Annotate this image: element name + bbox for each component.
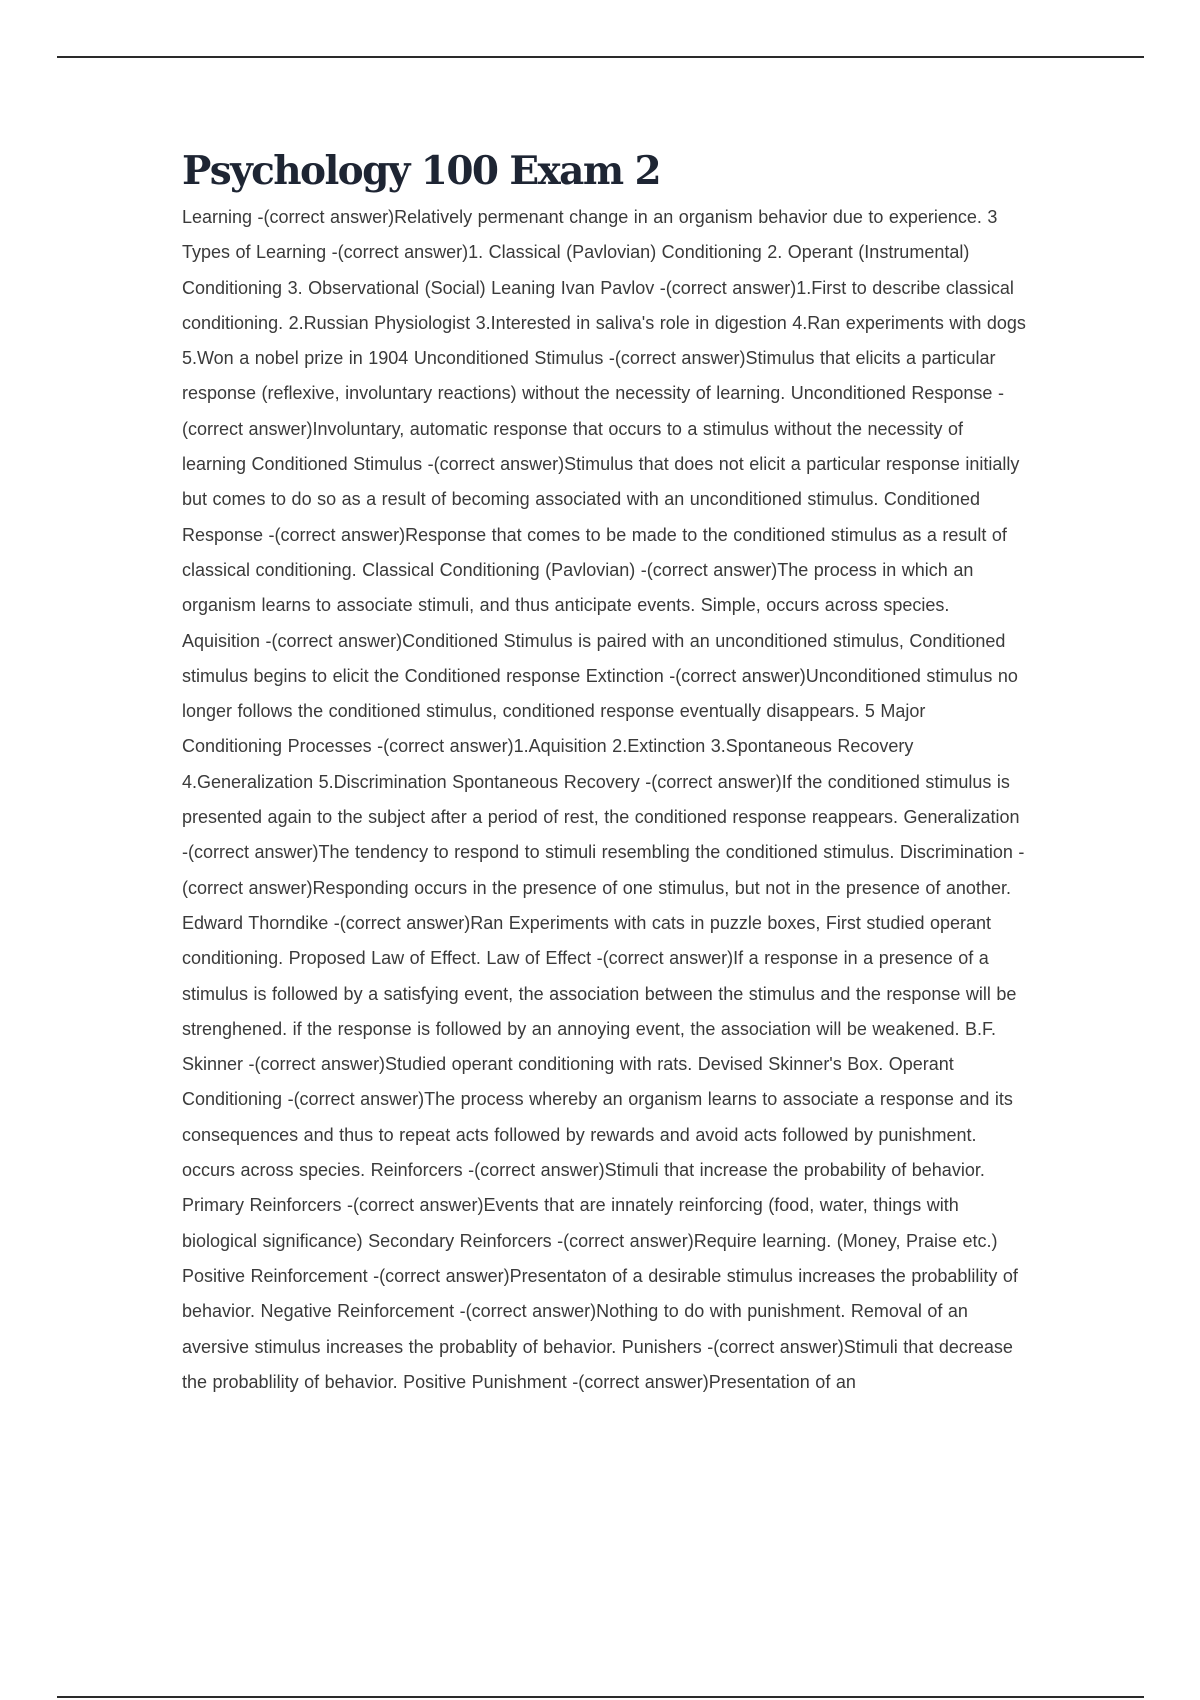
footer-rule	[57, 1696, 1144, 1698]
document-title: Psychology 100 Exam 2	[182, 148, 661, 194]
document-body: Learning -(correct answer)Relatively permenant change in an organism behavior due to experience. 3 Types of Learning -(correct answer)1. Classical (Pavlovian) Conditioning 2. Operant (Instrumental) Conditioning 3. Observational (Social) Leaning Ivan Pavlov -(correct answer)1.First to describe classical conditioning. 2.Russian Physiologist 3.Interested in saliva's role in digestion 4.Ran experiments with dogs 5.Won a nobel prize in 1904 Unconditioned Stimulus -(correct answer)Stimulus that elicits a particular response (reflexive, involuntary reactions) without the necessity of learning. Unconditioned Response -(correct answer)Involuntary, automatic response that occurs to a stimulus without the necessity of learning Conditioned Stimulus -(correct answer)Stimulus that does not elicit a particular response initially but comes to do so as a result of becoming associated with an unconditioned stimulus. Conditioned Response -(correct answer)Response that comes to be made to the conditioned stimulus as a result of classical conditioning. Classical Conditioning (Pavlovian) -(correct answer)The process in which an organism learns to associate stimuli, and thus anticipate events. Simple, occurs across species. Aquisition -(correct answer)Conditioned Stimulus is paired with an unconditioned stimulus, Conditioned stimulus begins to elicit the Conditioned response Extinction -(correct answer)Unconditioned stimulus no longer follows the conditioned stimulus, conditioned response eventually disappears. 5 Major Conditioning Processes -(correct answer)1.Aquisition 2.Extinction 3.Spontaneous Recovery 4.Generalization 5.Discrimination Spontaneous Recovery -(correct answer)If the conditioned stimulus is presented again to the subject after a period of rest, the conditioned response reappears. Generalization -(correct answer)The tendency to respond to stimuli resembling the conditioned stimulus. Discrimination -(correct answer)Responding occurs in the presence of one stimulus, but not in the presence of another. Edward Thorndike -(correct answer)Ran Experiments with cats in puzzle boxes, First studied operant conditioning. Proposed Law of Effect. Law of Effect -(correct answer)If a response in a presence of a stimulus is followed by a satisfying event, the association between the stimulus and the response will be strenghened. if the response is followed by an annoying event, the association will be weakened. B.F. Skinner -(correct answer)Studied operant conditioning with rats. Devised Skinner's Box. Operant Conditioning -(correct answer)The process whereby an organism learns to associate a response and its consequences and thus to repeat acts followed by rewards and avoid acts followed by punishment. occurs across species. Reinforcers -(correct answer)Stimuli that increase the probability of behavior. Primary Reinforcers -(correct answer)Events that are innately reinforcing (food, water, things with biological significance) Secondary Reinforcers -(correct answer)Require learning. (Money, Praise etc.) Positive Reinforcement -(correct answer)Presentaton of a desirable stimulus increases the probablility of behavior. Negative Reinforcement -(correct answer)Nothing to do with punishment. Removal of an aversive stimulus increases the probablity of behavior. Punishers -(correct answer)Stimuli that decrease the probablility of behavior. Positive Punishment -(correct answer)Presentation of an	[182, 207, 1026, 1392]
header-rule	[57, 56, 1144, 58]
document-content	[182, 148, 1027, 1400]
